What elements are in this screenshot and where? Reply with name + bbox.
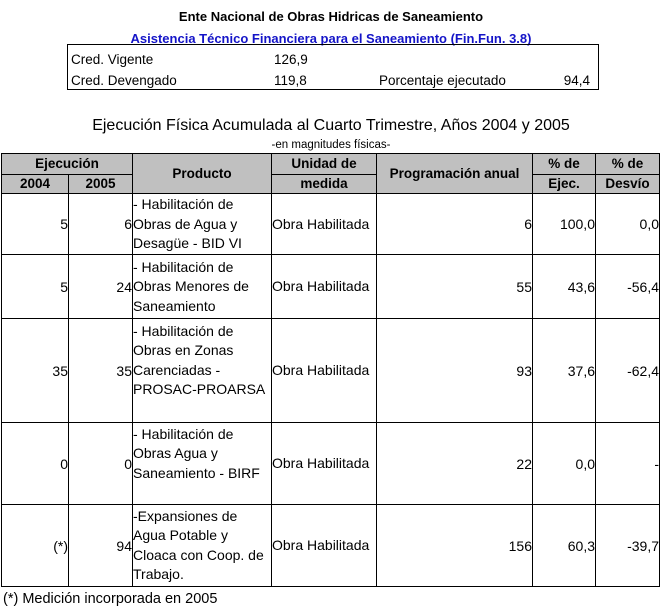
credit-row-devengado	[68, 73, 598, 90]
porcentaje-ejecutado-value: 94,4	[563, 73, 590, 88]
section-title: Ejecución Física Acumulada al Cuarto Trimestre, Años 2004 y 2005	[92, 117, 570, 134]
header-pct-ejec-line1: % de	[533, 154, 596, 175]
cell-programacion: 22	[377, 423, 533, 505]
cell-e2005: 94	[69, 505, 133, 587]
header-ejecucion: Ejecución	[2, 154, 133, 175]
cell-unidad: Obra Habilitada	[272, 423, 377, 505]
cell-unidad: Obra Habilitada	[272, 505, 377, 587]
cell-e2005: 35	[69, 319, 133, 423]
header-year-2005: 2005	[69, 175, 133, 194]
cell-producto	[133, 319, 272, 423]
cell-pct-desvio: -	[596, 423, 660, 505]
cell-pct-desvio: 0,0	[596, 194, 660, 255]
cell-programacion: 156	[377, 505, 533, 587]
cell-unidad: Obra Habilitada	[272, 194, 377, 255]
producto-text: -Expansiones de Agua Potable y Cloaca con Coop. de Trabajo.	[133, 507, 264, 582]
header-unidad-line1: Unidad de	[272, 154, 377, 175]
cell-pct-desvio: -39,7	[596, 505, 660, 587]
cell-producto	[133, 255, 272, 319]
cell-e2005: 0	[69, 423, 133, 505]
cell-e2004: 5	[2, 255, 69, 319]
cell-unidad: Obra Habilitada	[272, 255, 377, 319]
producto-text: - Habilitación de Obras de Agua y Desagüe - BID VI	[133, 196, 242, 251]
cell-programacion: 93	[377, 319, 533, 423]
cell-producto	[133, 423, 272, 505]
footnote: (*) Medición incorporada en 2005	[3, 591, 218, 607]
producto-text: - Habilitación de Obras Agua y Saneamiento - BIRF	[133, 425, 260, 481]
header-pct-desvio-line1: % de	[596, 154, 660, 175]
cell-e2004: 5	[2, 194, 69, 255]
table-row	[2, 319, 660, 423]
cell-e2004: 0	[2, 423, 69, 505]
header-pct-desvio-line2: Desvío	[596, 175, 660, 194]
producto-text: - Habilitación de Obras Menores de Saneamiento	[133, 258, 249, 314]
table-row	[2, 255, 660, 319]
cell-producto	[133, 505, 272, 587]
header-year-2004: 2004	[2, 175, 69, 194]
cred-devengado-value: 119,8	[274, 73, 307, 88]
cell-unidad: Obra Habilitada	[272, 319, 377, 423]
cell-pct-ejec: 37,6	[533, 319, 596, 423]
cell-pct-ejec: 60,3	[533, 505, 596, 587]
cell-pct-desvio: -62,4	[596, 319, 660, 423]
cred-devengado-label: Cred. Devengado	[71, 73, 177, 88]
cell-pct-ejec: 0,0	[533, 423, 596, 505]
program-title: Asistencia Técnico Financiera para el Saneamiento (Fin.Fun. 3.8)	[130, 31, 532, 46]
cred-vigente-value: 126,9	[274, 52, 308, 67]
credit-summary-box	[67, 44, 599, 90]
cred-vigente-label: Cred. Vigente	[71, 52, 154, 67]
section-subtitle: -en magnitudes físicas-	[271, 139, 391, 151]
table-row	[2, 194, 660, 255]
header-unidad-line2: medida	[272, 175, 377, 194]
cell-programacion: 55	[377, 255, 533, 319]
cell-e2004: 35	[2, 319, 69, 423]
table-row	[2, 505, 660, 587]
cell-pct-ejec: 100,0	[533, 194, 596, 255]
header-programacion: Programación anual	[377, 154, 533, 194]
cell-programacion: 6	[377, 194, 533, 255]
cell-e2005: 6	[69, 194, 133, 255]
table-row	[2, 423, 660, 505]
cell-pct-desvio: -56,4	[596, 255, 660, 319]
cell-e2005: 24	[69, 255, 133, 319]
cell-producto	[133, 194, 272, 255]
producto-text: - Habilitación de Obras en Zonas Carenciadas - PROSAC-PROARSA	[133, 322, 266, 397]
credit-row-vigente	[68, 52, 598, 72]
header-pct-ejec-line2: Ejec.	[533, 175, 596, 194]
organization-title: Ente Nacional de Obras Hidricas de Saneamiento	[178, 9, 484, 24]
cell-e2004: (*)	[2, 505, 69, 587]
cell-pct-ejec: 43,6	[533, 255, 596, 319]
header-producto: Producto	[133, 154, 272, 194]
porcentaje-ejecutado-label: Porcentaje ejecutado	[379, 73, 506, 88]
physical-execution-table	[1, 153, 660, 587]
